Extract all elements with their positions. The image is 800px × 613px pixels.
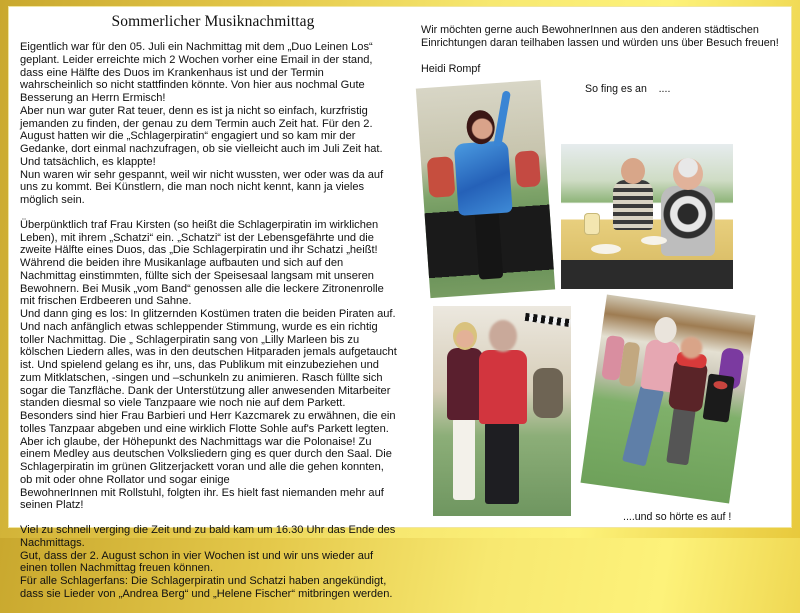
- photo-couple-posing: [433, 306, 571, 516]
- article-line: BewohnerInnen mit Rollstuhl, folgten ihr. Es hielt fast niemanden mehr auf: [20, 486, 384, 499]
- article-line: jemanden zu finden, der genau zu dem Termin auch Zeit hat. Für den 2.: [20, 117, 373, 130]
- article-line: Gedanke, dort einmal nachzufragen, ob sie vielleicht auch im Juli Zeit hat.: [20, 143, 383, 155]
- article-line: Während die beiden ihre Musikanlage aufbauten und sich auf den: [20, 257, 344, 269]
- article-line: geplant. Leider erreichte mich 2 Wochen vorher eine Email in der stand,: [20, 53, 373, 66]
- article-line: Viel zu schnell verging die Zeit und zu bald kam um 16.30 Uhr das Ende des: [20, 524, 396, 536]
- article-line: tolles Tanzpaar abgeben und eine wirklich Flotte Sohle auf's Parkett legten.: [20, 422, 389, 435]
- article-line: Eigentlich war für den 05. Juli ein Nachmittag mit dem „Duo Leinen Los“: [20, 41, 373, 53]
- article-line: Und nach anfänglich etwas schleppender Stimmung, wurde es ein richtig: [20, 320, 378, 333]
- article-line: dass eine Hälfte des Duos im Krankenhaus ist und der Termin: [20, 66, 324, 79]
- photo-singer: [416, 80, 555, 298]
- newsletter-page: [8, 6, 792, 600]
- caption-start: So fing es an ....: [585, 83, 671, 95]
- author-signature: Heidi Rompf: [421, 63, 481, 75]
- article-line: zweite Hälfte eines Duos, das „Die Schlagerpiratin und ihr Schatzi „heißt!: [20, 244, 378, 257]
- article-line: Nachmittags.: [20, 536, 85, 549]
- caption-end: ....und so hörte es auf !: [623, 511, 732, 523]
- article-line: mit frischen Erdbeeren und Sahne.: [20, 295, 192, 308]
- article-line: Bewohnern. Bei Musik „vom Band“ genossen alle die leckere Zitronenrolle: [20, 282, 384, 295]
- article-line: standen diesmal so viele Tanzpaare wie noch nie auf dem Parkett.: [20, 397, 346, 410]
- photo-seniors-at-table: [561, 144, 733, 289]
- article-line: seinen Platz!: [20, 499, 84, 512]
- article-line: sogar die Tanzfläche. Dank der Unterstützung aller anwesenden Mitarbeiter: [20, 384, 391, 397]
- invitation-line-1: Wir möchten gerne auch BewohnerInnen aus den anderen städtischen: [421, 24, 759, 36]
- article-column: [20, 6, 400, 613]
- article-title: Sommerlicher Musiknachmittag: [111, 13, 315, 30]
- article-line: Nachmittag einstimmten, füllte sich der Speisesaal langsam mit unseren: [20, 269, 374, 282]
- invitation-line-2: Einrichtungen daran teilhaben lassen und würden uns über Besuch freuen!: [421, 37, 779, 49]
- article-line: August hatten wir die „Schlagerpiratin“ engagiert und so kam mir der: [20, 130, 356, 143]
- article-line: uns zu kommt. Bei Künstlern, die man noch nicht kennt, kann ja vieles: [20, 181, 365, 194]
- article-line: toller Nachmittag. Die „ Schlagerpiratin sang von „Lilly Marleen bis zu: [20, 333, 360, 346]
- article-line: Aber nun war guter Rat teuer, denn es ist ja nicht so einfach, kurzfristig: [20, 104, 368, 117]
- article-line: wahrscheinlich so nicht stattfinden könnte. Von hier aus nochmal Gute: [20, 79, 365, 92]
- article-paragraph-2: [20, 219, 400, 512]
- article-line: möglich sein.: [20, 194, 85, 206]
- photo-couple-dancing: [581, 294, 756, 503]
- article-line: Besonders sind hier Frau Barbieri und Herr Kazcmarek zu erwähnen, die ein: [20, 410, 396, 422]
- article-line: ob mit oder ohne Rollator und sogar einige: [20, 473, 230, 486]
- article-line: Leben), mit ihrem „Schatzi“ ein. „Schatzi“ ist der Lebensgefährte und die: [20, 231, 374, 244]
- article-line: Und dann ging es los: In glitzernden Kostümen traten die beiden Piraten auf.: [20, 308, 396, 320]
- article-line: Und tatsächlich, es klappte!: [20, 155, 156, 168]
- article-line: zum Mitklatschen, -singen und –schunkeln zu animieren. Rasch füllte sich: [20, 371, 383, 384]
- article-line: ist. Und spielend gelang es ihr, uns, das Publikum mit einzubeziehen und: [20, 359, 379, 371]
- article-line: Überpünktlich traf Frau Kirsten (so heißt die Schlagerpiratin im wirklichen: [20, 218, 379, 231]
- photo-column: [413, 6, 783, 528]
- article-line: dass sie Lieder von „Andrea Berg“ und „Helene Fischer“ mitbringen werden.: [20, 587, 393, 600]
- article-paragraph-3: [20, 524, 400, 601]
- article-line: Schlagerpiratin im grünen Glitzerjackett voran und alle die gehen konnten,: [20, 461, 384, 473]
- article-paragraph-1: [20, 41, 400, 207]
- article-line: Gut, dass der 2. August schon in vier Wochen ist und wir uns wieder auf: [20, 549, 374, 562]
- article-line: einem Medley aus deutschen Volksliedern ging es quer durch den Saal. Die: [20, 448, 392, 461]
- article-line: kölschen Liedern alles, was in den deutschen Hitparaden jemals aufgetaucht: [20, 346, 397, 359]
- article-line: einen tollen Nachmittag freuen können.: [20, 562, 214, 575]
- article-line: Aber ich glaube, der Höhepunkt des Nachmittags war die Polonaise! Zu: [20, 435, 372, 448]
- article-line: Besserung an Herrn Ermisch!: [20, 92, 166, 104]
- article-line: Für alle Schlagerfans: Die Schlagerpiratin und Schatzi haben angekündigt,: [20, 575, 387, 587]
- article-line: Nun waren wir sehr gespannt, weil wir nicht wussten, wer oder was da auf: [20, 168, 384, 181]
